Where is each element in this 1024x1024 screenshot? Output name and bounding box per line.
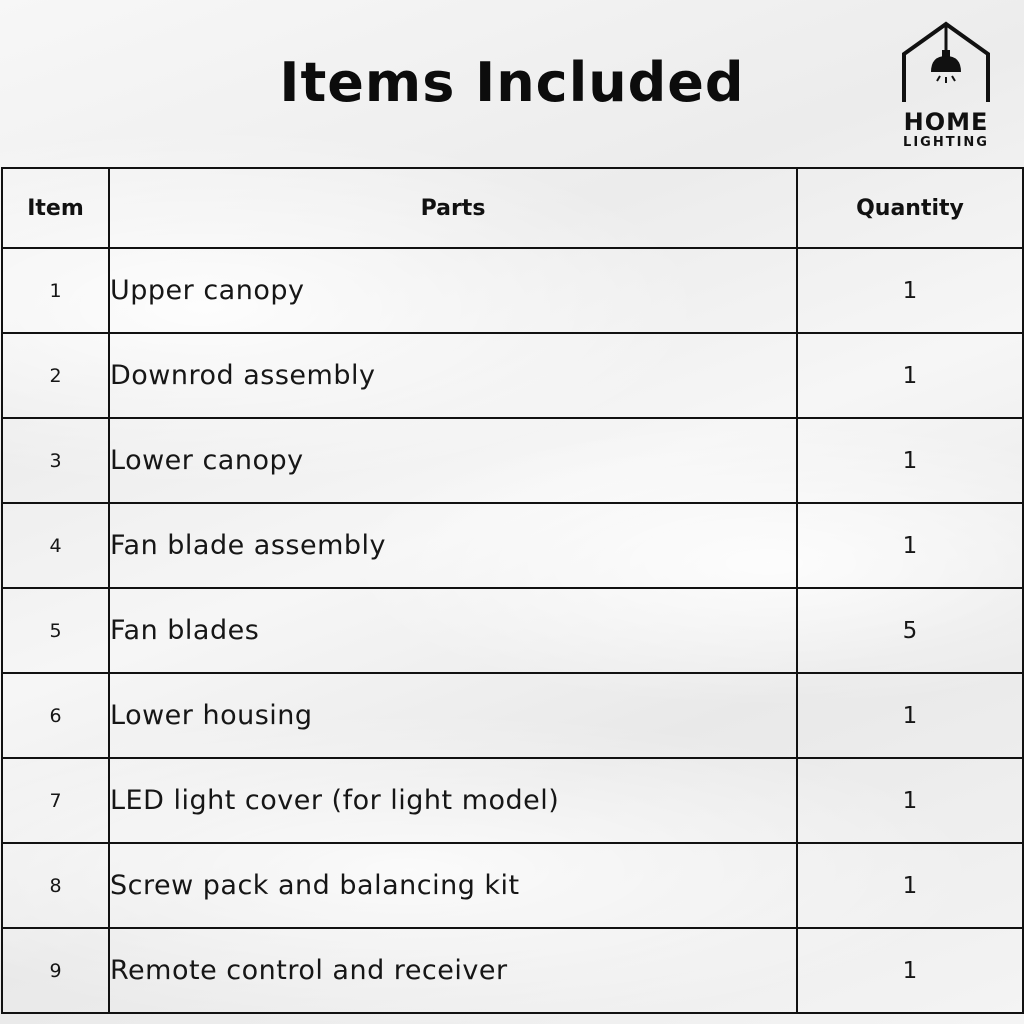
part-quantity: 1 [797, 333, 1023, 418]
table-row [2, 673, 1023, 758]
item-number: 2 [2, 333, 109, 418]
table-row [2, 843, 1023, 928]
table-row [2, 248, 1023, 333]
logo-word-lighting: LIGHTING [903, 135, 989, 150]
table-header-row [2, 168, 1023, 248]
item-number: 1 [2, 248, 109, 333]
header-quantity: Quantity [797, 168, 1023, 248]
item-number: 6 [2, 673, 109, 758]
part-quantity: 5 [797, 588, 1023, 673]
item-number: 8 [2, 843, 109, 928]
part-quantity: 1 [797, 248, 1023, 333]
header-item: Item [2, 168, 109, 248]
part-quantity: 1 [797, 758, 1023, 843]
table-row [2, 418, 1023, 503]
part-name: Lower canopy [109, 418, 797, 503]
page-title: Items Included [279, 51, 745, 114]
house-pendant-lamp-icon [900, 20, 992, 104]
part-quantity: 1 [797, 928, 1023, 1013]
items-table [1, 167, 1024, 1014]
part-name: Upper canopy [109, 248, 797, 333]
table-row [2, 588, 1023, 673]
home-lighting-logo [896, 20, 996, 154]
table-row [2, 333, 1023, 418]
part-name: Fan blade assembly [109, 503, 797, 588]
header [0, 0, 1024, 168]
part-quantity: 1 [797, 418, 1023, 503]
table-row [2, 503, 1023, 588]
part-quantity: 1 [797, 843, 1023, 928]
item-number: 7 [2, 758, 109, 843]
item-number: 4 [2, 503, 109, 588]
table-row [2, 928, 1023, 1013]
part-name: Lower housing [109, 673, 797, 758]
header-parts: Parts [109, 168, 797, 248]
table-row [2, 758, 1023, 843]
part-name: Downrod assembly [109, 333, 797, 418]
part-name: Screw pack and balancing kit [109, 843, 797, 928]
logo-word-home: HOME [903, 108, 989, 136]
part-quantity: 1 [797, 673, 1023, 758]
part-name: Fan blades [109, 588, 797, 673]
item-number: 3 [2, 418, 109, 503]
part-quantity: 1 [797, 503, 1023, 588]
item-number: 5 [2, 588, 109, 673]
part-name: Remote control and receiver [109, 928, 797, 1013]
item-number: 9 [2, 928, 109, 1013]
part-name: LED light cover (for light model) [109, 758, 797, 843]
